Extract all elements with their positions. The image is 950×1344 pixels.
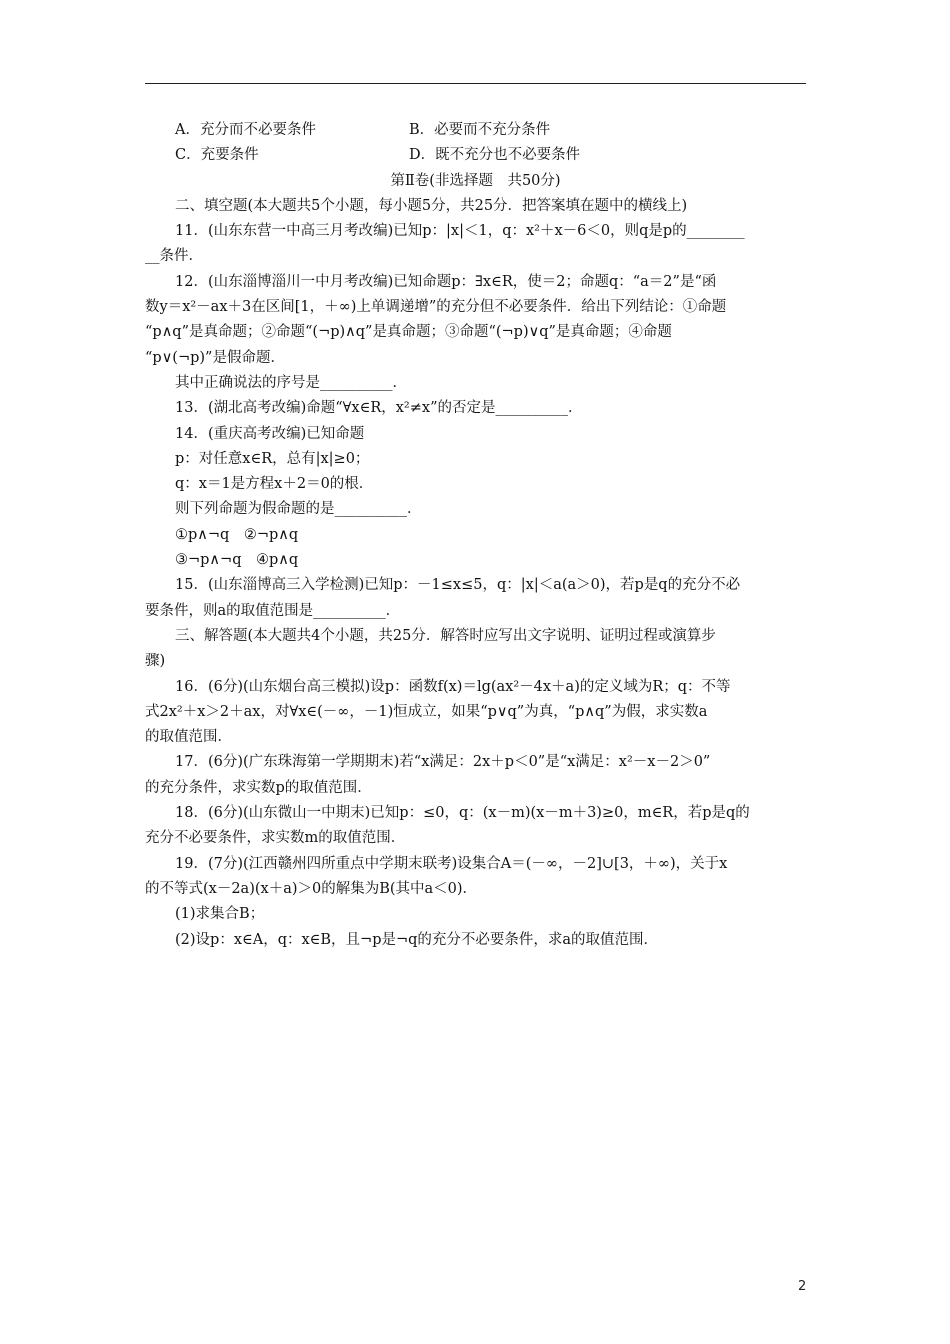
page-number: 2: [798, 1279, 807, 1294]
text-line: 15．(山东淄博高三入学检测)已知p：－1≤x≤5，q：|x|＜a(a＞0)，若p是q的充分不必: [175, 577, 741, 594]
text-line: (2)设p：x∈A，q：x∈B，且¬p是¬q的充分不必要条件，求a的取值范围．: [175, 931, 659, 948]
page-content: [145, 118, 806, 953]
text-line: 的取值范围．: [145, 729, 232, 746]
text-line: 则下列命题为假命题的是__________．: [175, 501, 422, 518]
text-line: 18．(6分)(山东微山一中期末)已知p：≤0，q：(x－m)(x－m＋3)≥0，m∈R，若p是q的: [175, 805, 750, 822]
text-line: p：对任意x∈R，总有|x|≥0；: [175, 450, 370, 467]
text-line: 12．(山东淄博淄川一中月考改编)已知命题p：∃x∈R，使＝2；命题q：“a＝2”是“函: [175, 273, 717, 290]
text-line: 13．(湖北高考改编)命题“∀x∈R，x²≠x”的否定是__________．: [175, 400, 583, 417]
text-line: __条件．: [145, 248, 203, 265]
choice-d: D．既不充分也不必要条件: [409, 147, 581, 164]
text-line: 数y＝x²－ax＋3在区间[1，＋∞)上单调递增”的充分但不必要条件．给出下列结论：①命题: [145, 299, 727, 316]
section-title: 第Ⅱ卷(非选择题 共50分): [390, 172, 561, 189]
text-line: 要条件，则a的取值范围是__________．: [145, 602, 401, 619]
text-line: “p∨(¬p)”是假命题．: [145, 349, 285, 366]
text-line: 16．(6分)(山东烟台高三模拟)设p：函数f(x)＝lg(ax²－4x＋a)的定义域为R；q：不等: [175, 678, 731, 695]
text-line: ③¬p∧¬q ④p∧q: [175, 552, 299, 569]
text-line: 的不等式(x－2a)(x＋a)＞0的解集为B(其中a＜0)．: [145, 880, 478, 897]
text-line: 19．(7分)(江西赣州四所重点中学期末联考)设集合A＝(－∞，－2]∪[3，＋∞)，关于x: [175, 855, 728, 872]
question-lines: [145, 194, 806, 953]
header-rule: [145, 83, 806, 84]
text-line: 其中正确说法的序号是__________．: [175, 374, 407, 391]
text-line: 骤): [145, 653, 166, 670]
choice-row-1: [145, 118, 806, 143]
text-line: “p∧q”是真命题；②命题“(¬p)∧q”是真命题；③命题“(¬p)∨q”是真命题；④命题: [145, 324, 672, 341]
choice-c: C．充要条件: [175, 147, 259, 164]
text-line: 14．(重庆高考改编)已知命题: [175, 425, 365, 442]
text-line: ①p∧¬q ②¬p∧q: [175, 526, 299, 543]
text-line: 式2x²＋x＞2＋ax，对∀x∈(－∞，－1)恒成立，如果“p∨q”为真，“p∧q”为假，求实数a: [145, 703, 708, 720]
text-line: q：x＝1是方程x＋2＝0的根．: [175, 476, 374, 493]
text-line: 二、填空题(本大题共5个小题，每小题5分，共25分．把答案填在题中的横线上): [175, 197, 688, 214]
text-line: 的充分条件，求实数p的取值范围．: [145, 779, 372, 796]
choice-row-2: [145, 143, 806, 168]
text-line: 17．(6分)(广东珠海第一学期期末)若“x满足：2x＋p＜0”是“x满足：x²－x－2＞0”: [175, 754, 711, 771]
choice-b: B．必要而不充分条件: [409, 122, 551, 138]
text-line: (1)求集合B；: [175, 906, 265, 923]
text-line: 充分不必要条件，求实数m的取值范围．: [145, 830, 406, 847]
choice-a: A．充分而不必要条件: [175, 122, 316, 138]
text-line: 11．(山东东营一中高三月考改编)已知p：|x|＜1，q：x²＋x－6＜0，则q是p的________: [175, 223, 745, 240]
text-line: 三、解答题(本大题共4个小题，共25分．解答时应写出文字说明、证明过程或演算步: [175, 627, 716, 644]
